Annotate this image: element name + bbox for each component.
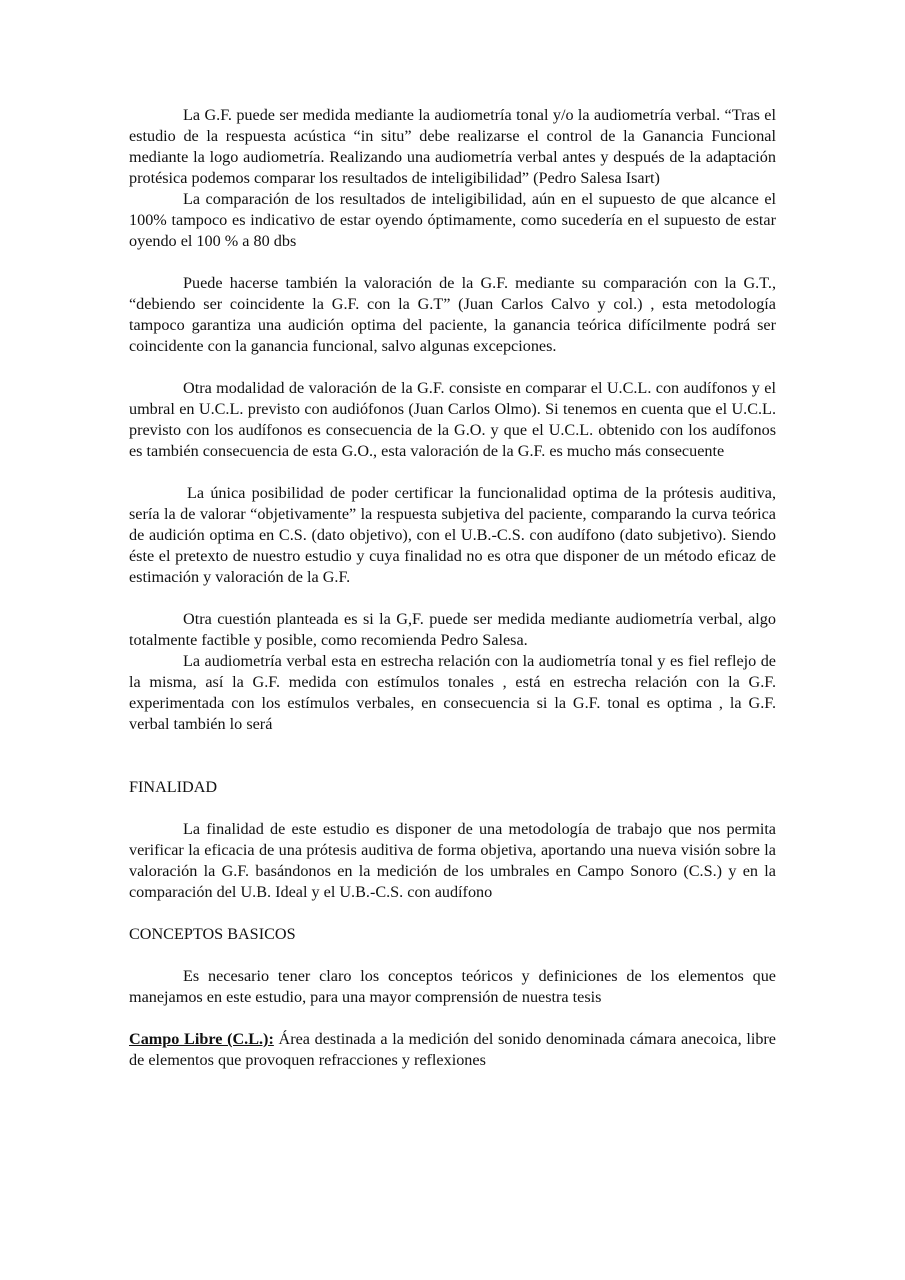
paragraph-otra-cuestion: Otra cuestión planteada es si la G,F. puede ser medida mediante audiometría verbal, algo totalmente factible y posible, como recomienda Pedro Salesa.: [129, 610, 776, 649]
definition-text: Área destinada a la medición del sonido denominada cámara anecoica, libre de elementos que provoquen refracciones y reflexiones: [129, 1030, 776, 1069]
paragraph-comparacion-inteligibilidad: La comparación de los resultados de inteligibilidad, aún en el supuesto de que alcance el 100% tampoco es indicativo de estar oyendo óptimamente, como sucedería en el supuesto de estar oyendo el 100 % a 80 dbs: [129, 190, 776, 250]
section-heading-finalidad: FINALIDAD: [129, 778, 218, 796]
document-page: [129, 105, 776, 1071]
definition-campo-libre: [129, 1029, 776, 1071]
paragraph-unica-posibilidad: La única posibilidad de poder certificar la funcionalidad optima de la prótesis auditiva, sería la de valorar “objetivamente” la respuesta subjetiva del paciente, comparando la curva teórica de audición optima en C.S. (dato objetivo), con el U.B.-C.S. con audífono (dato subjetivo). Siendo éste el pretexto de nuestro estudio y cuya finalidad no es otra que disponer de un método eficaz de estimación y valoración de la G.F.: [129, 484, 776, 586]
definition-term: Campo Libre (C.L.):: [129, 1030, 274, 1048]
paragraph-conceptos-basicos: Es necesario tener claro los conceptos teóricos y definiciones de los elementos que manejamos en este estudio, para una mayor comprensión de nuestra tesis: [129, 967, 776, 1006]
paragraph-finalidad: La finalidad de este estudio es disponer de una metodología de trabajo que nos permita verificar la eficacia de una prótesis auditiva de forma objetiva, aportando una nueva visión sobre la valoración la G.F. basándonos en la medición de los umbrales en Campo Sonoro (C.S.) y en la comparación del U.B. Ideal y el U.B.-C.S. con audífono: [129, 820, 776, 901]
paragraph-valoracion-ucl: Otra modalidad de valoración de la G.F. consiste en comparar el U.C.L. con audífonos y el umbral en U.C.L. previsto con audiófonos (Juan Carlos Olmo). Si tenemos en cuenta que el U.C.L. previsto con los audífonos es consecuencia de la G.O. y que el U.C.L. obtenido con los audífonos es también consecuencia de esta G.O., esta valoración de la G.F. es mucho más consecuente: [129, 379, 776, 460]
paragraph-gf-audiometria: La G.F. puede ser medida mediante la audiometría tonal y/o la audiometría verbal. “Tras el estudio de la respuesta acústica “in situ” debe realizarse el control de la Ganancia Funcional mediante la logo audiometría. Realizando una audiometría verbal antes y después de la adaptación protésica podemos comparar los resultados de inteligibilidad” (Pedro Salesa Isart): [129, 106, 776, 187]
paragraph-valoracion-gt: Puede hacerse también la valoración de la G.F. mediante su comparación con la G.T., “debiendo ser coincidente la G.F. con la G.T” (Juan Carlos Calvo y col.) , esta metodología tampoco garantiza una audición optima del paciente, la ganancia teórica difícilmente podrá ser coincidente con la ganancia funcional, salvo algunas excepciones.: [129, 274, 776, 355]
paragraph-audiometria-verbal: La audiometría verbal esta en estrecha relación con la audiometría tonal y es fiel reflejo de la misma, así la G.F. medida con estímulos tonales , está en estrecha relación con la G.F. experimentada con los estímulos verbales, en consecuencia si la G.F. tonal es optima , la G.F. verbal también lo será: [129, 652, 776, 733]
section-heading-conceptos-basicos: CONCEPTOS BASICOS: [129, 925, 296, 943]
